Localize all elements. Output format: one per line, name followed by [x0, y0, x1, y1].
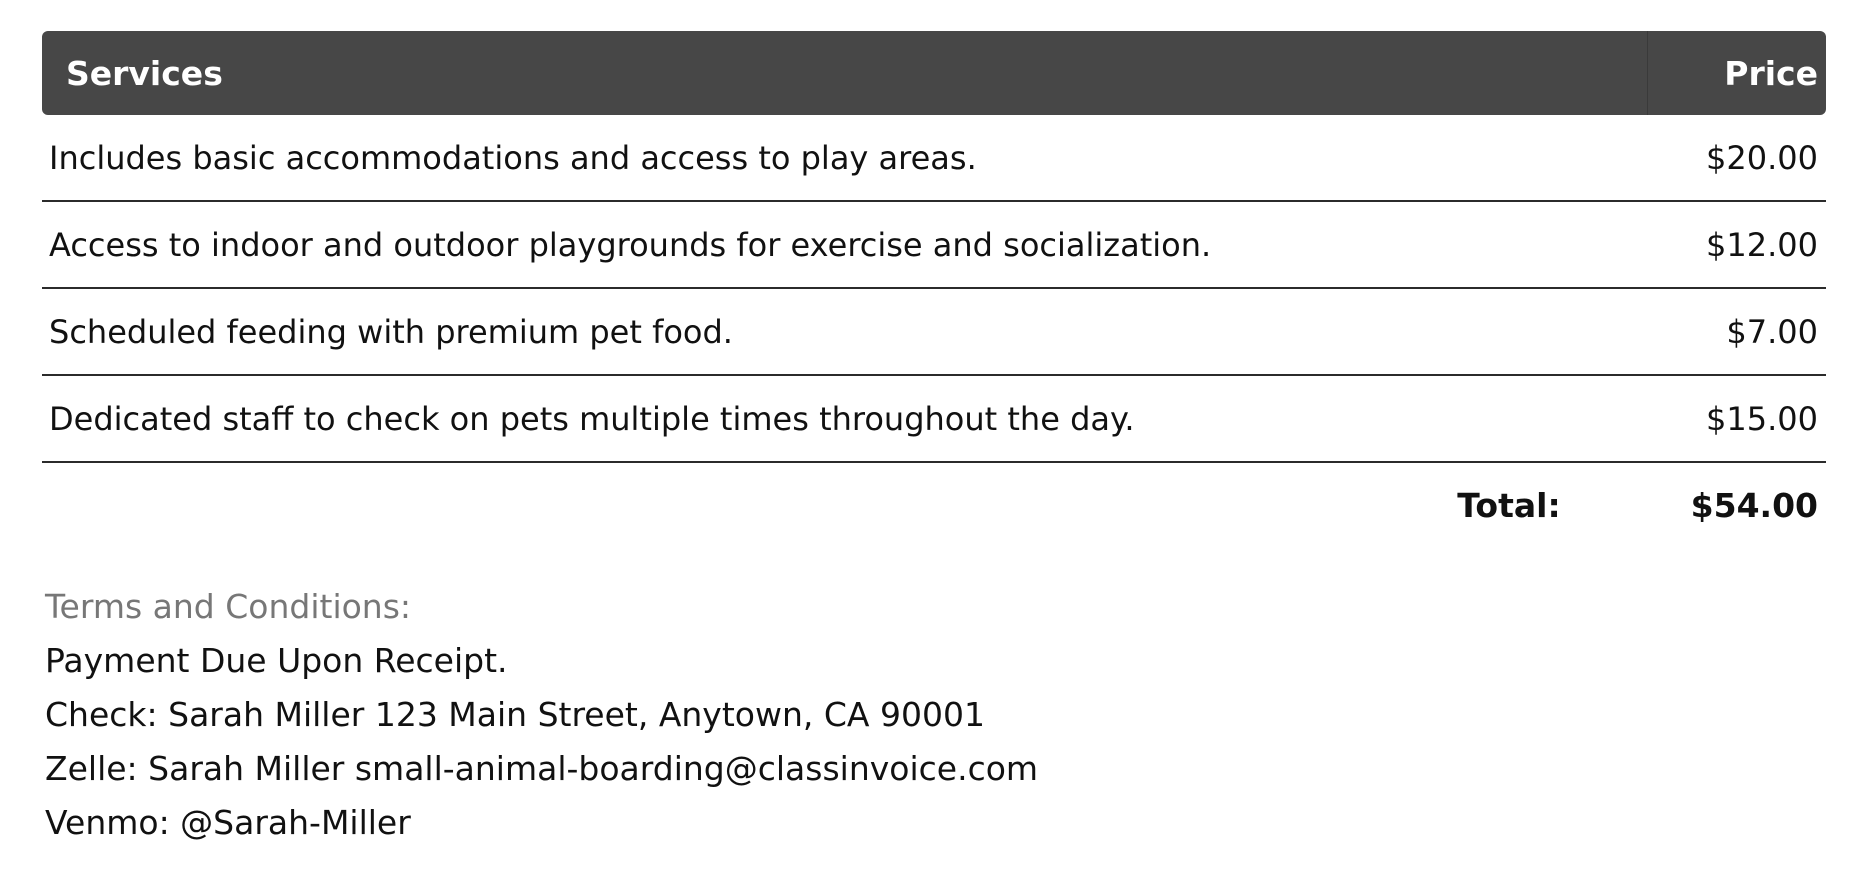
service-price: $15.00: [1706, 399, 1818, 438]
table-row: [42, 202, 1826, 289]
terms-title: Terms and Conditions:: [45, 587, 412, 626]
table-row: [42, 115, 1826, 202]
service-price: $7.00: [1726, 312, 1818, 351]
total-value: $54.00: [1690, 485, 1818, 525]
total-label: Total:: [1457, 485, 1561, 525]
service-description: Scheduled feeding with premium pet food.: [49, 312, 733, 351]
price-column-header: Price: [1724, 53, 1818, 93]
services-table: [42, 31, 1826, 547]
service-price: $20.00: [1706, 138, 1818, 177]
terms-zelle: Zelle: Sarah Miller small-animal-boarding@classinvoice.com: [45, 749, 1039, 788]
service-price: $12.00: [1706, 225, 1818, 264]
service-description: Access to indoor and outdoor playgrounds for exercise and socialization.: [49, 225, 1212, 264]
total-row: [42, 463, 1826, 547]
table-header: [42, 31, 1826, 115]
service-description: Includes basic accommodations and access to play areas.: [49, 138, 977, 177]
table-row: [42, 376, 1826, 463]
table-row: [42, 289, 1826, 376]
terms-section: [45, 580, 1038, 850]
services-column-header: Services: [42, 31, 1648, 115]
service-description: Dedicated staff to check on pets multiple times throughout the day.: [49, 399, 1135, 438]
terms-payment-due: Payment Due Upon Receipt.: [45, 641, 508, 680]
terms-venmo: Venmo: @Sarah-Miller: [45, 803, 411, 842]
terms-check: Check: Sarah Miller 123 Main Street, Anytown, CA 90001: [45, 695, 985, 734]
